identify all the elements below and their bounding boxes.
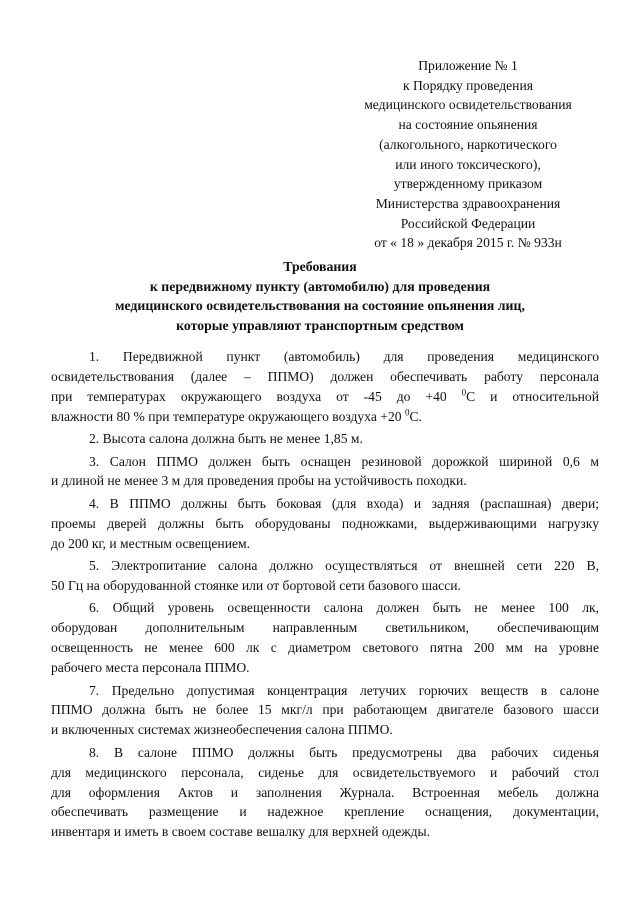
document-title	[40, 257, 600, 335]
appendix-line: к Порядку проведения	[402, 77, 533, 93]
text-line: для медицинского персонала, сиденье для освидетельствуемого и рабочий стол	[51, 764, 599, 780]
appendix-header	[318, 56, 618, 253]
title-line: Требования	[283, 259, 357, 274]
text-line: 4. В ППМО должны быть боковая (для входа) и задняя (распашная) двери;	[89, 495, 599, 511]
text-line: 1. Передвижной пункт (автомобиль) для проведения медицинского	[89, 349, 599, 364]
text-fragment: влажности 80 % при температуре окружающего воздуха +20	[51, 408, 402, 424]
text-line: оборудован дополнительным направленным светильником, обеспечивающим	[51, 620, 599, 636]
requirement-item-3	[51, 452, 599, 492]
appendix-line: утвержденному приказом	[393, 176, 543, 192]
text-line: 8. В салоне ППМО должны быть предусмотрены два рабочих сиденья	[89, 744, 599, 760]
text-fragment: при температурах окружающего воздуха от -45 до +40	[51, 388, 447, 404]
text-line: освидетельствования (далее – ППМО) должен обеспечивать работу персонала	[51, 368, 599, 384]
text-line: и включенных системах жизнеобеспечения салона ППМО.	[51, 722, 393, 738]
text-line: 50 Гц на оборудованной стоянке или от бортовой сети базового шасси.	[51, 577, 461, 593]
appendix-line: Российской Федерации	[400, 215, 536, 231]
text-line: освещенность не менее 600 лк с диаметром светового пятна 200 мм на уровне	[51, 640, 599, 656]
requirement-item-8	[51, 743, 599, 843]
requirement-item-6	[51, 598, 599, 678]
appendix-line: на состояние опьянения	[398, 117, 538, 133]
title-line: которые управляют транспортным средством	[176, 317, 464, 333]
text-line: проемы дверей должны быть оборудованы подножками, выдерживающими нагрузку	[51, 515, 599, 531]
text-line: обеспечивать размещение и надежное крепление оснащения, документации,	[51, 804, 599, 820]
text-line: инвентаря и иметь в своем составе вешалку для верхней одежды.	[51, 824, 431, 840]
text-line: ППМО должна быть не более 15 мкг/л при работающем двигателе базового шасси	[51, 702, 599, 718]
appendix-line: (алкогольного, наркотического	[379, 136, 557, 152]
text-fragment: С.	[409, 408, 422, 424]
requirement-item-4	[51, 494, 599, 554]
text-line: 7. Предельно допустимая концентрация летучих горючих веществ в салоне	[89, 682, 599, 698]
appendix-line: от « 18 » декабря 2015 г. № 933н	[374, 235, 562, 251]
requirement-item-5	[51, 556, 599, 596]
text-line	[51, 407, 599, 427]
degree-superscript: 0	[461, 387, 467, 398]
text-line: до 200 кг, и местным освещением.	[51, 535, 251, 551]
appendix-line: или иного токсического),	[395, 156, 541, 172]
text-line: 3. Салон ППМО должен быть оснащен резиновой дорожкой шириной 0,6 м	[89, 453, 599, 469]
text-fragment: С и относительной	[466, 388, 599, 404]
text-line: 6. Общий уровень освещенности салона должен быть не менее 100 лк,	[89, 600, 599, 616]
text-line: рабочего места персонала ППМО.	[51, 660, 250, 676]
requirements-body	[51, 347, 599, 845]
appendix-line: Приложение № 1	[418, 58, 518, 73]
text-line: 2. Высота салона должна быть не менее 1,85 м.	[89, 431, 363, 447]
appendix-line: медицинского освидетельствования	[364, 97, 572, 113]
text-line: для оформления Актов и заполнения Журнала. Встроенная мебель должна	[51, 784, 599, 800]
requirement-item-2	[51, 429, 599, 449]
requirement-item-1	[51, 347, 599, 427]
appendix-line: Министерства здравоохранения	[375, 195, 561, 211]
degree-superscript: 0	[404, 407, 410, 418]
title-line: медицинского освидетельствования на состояние опьянения лиц,	[115, 298, 525, 313]
requirement-item-7	[51, 681, 599, 741]
text-line	[51, 387, 599, 407]
text-line: и длиной не менее 3 м для проведения пробы на устойчивость походки.	[51, 473, 467, 489]
text-line: 5. Электропитание салона должно осуществляться от внешней сети 220 В,	[89, 558, 599, 574]
title-line: к передвижному пункту (автомобилю) для проведения	[149, 278, 491, 294]
